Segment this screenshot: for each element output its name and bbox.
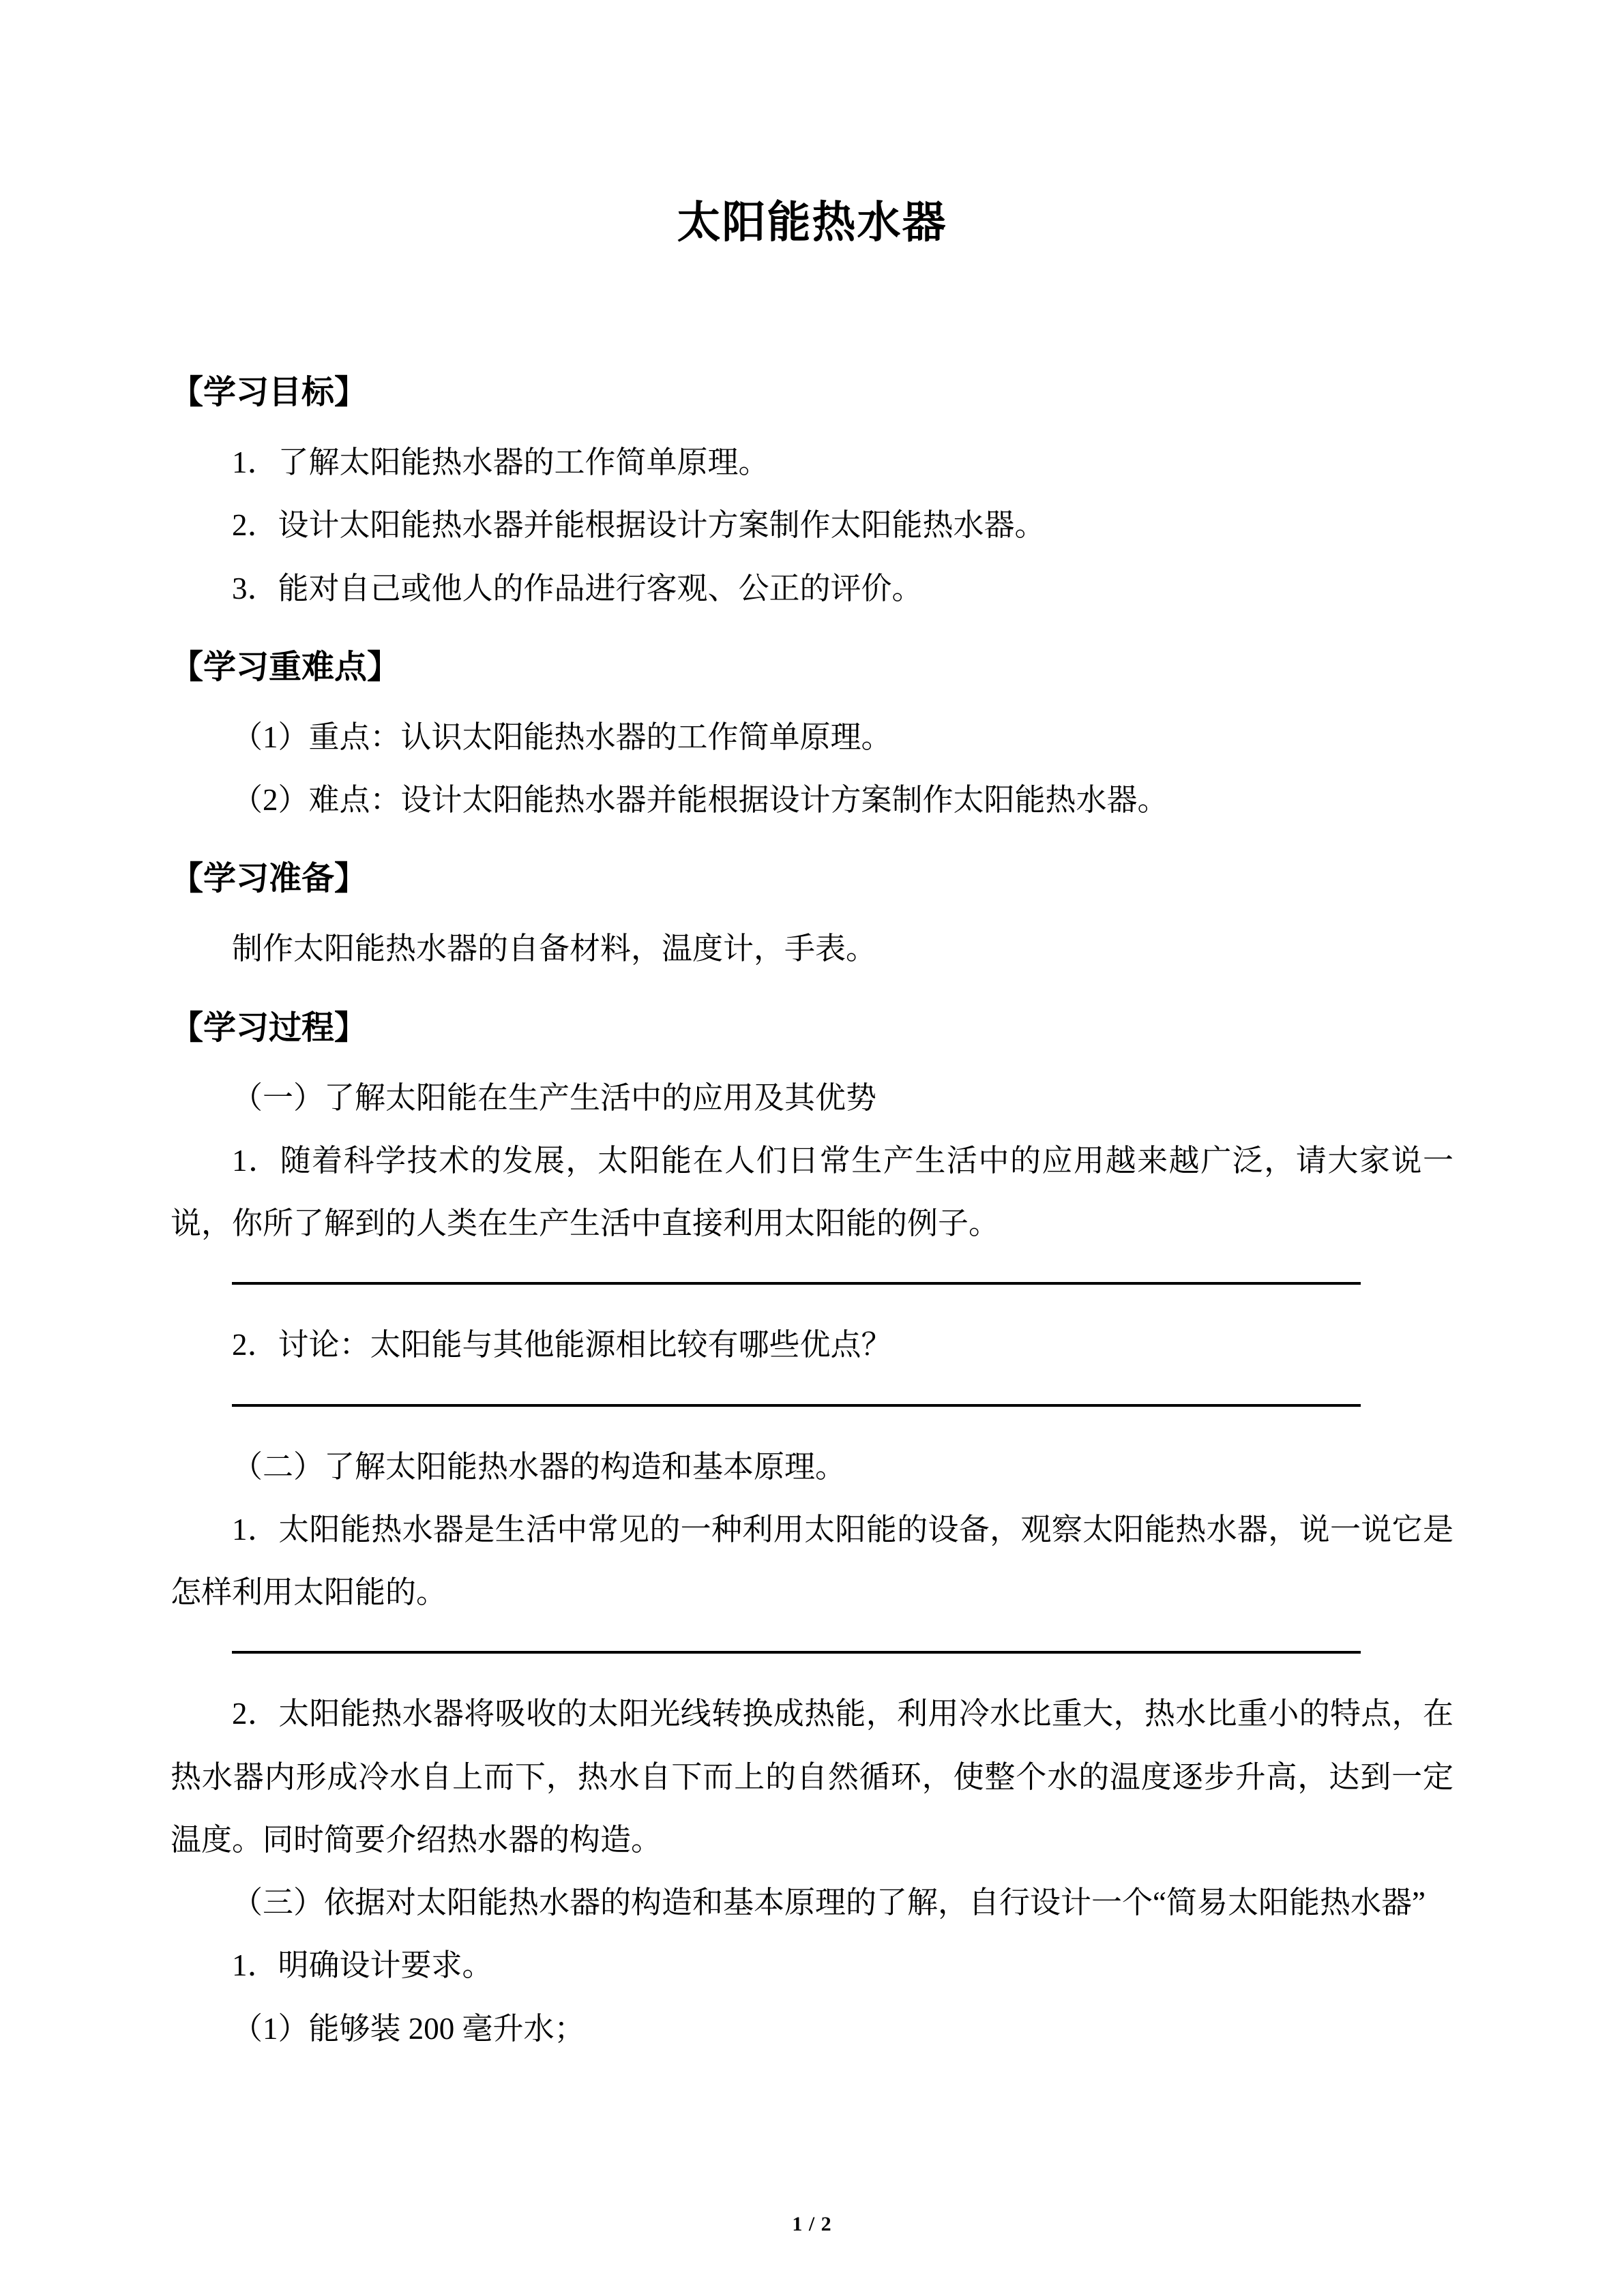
list-item-key-point-2: （2）难点：设计太阳能热水器并能根据设计方案制作太阳能热水器。 [232, 783, 1168, 818]
paragraph-requirement-capacity: （1）能够装 200 毫升水； [232, 2011, 585, 2046]
section-heading-preparation: 【学习准备】 [171, 861, 368, 897]
answer-blank-line-2 [232, 1404, 1361, 1407]
paragraph-process-part3-title: （三）依据对太阳能热水器的构造和基本原理的了解，自行设计一个“简易太阳能热水器” [232, 1885, 1426, 1920]
list-item-goal-2: 2．设计太阳能热水器并能根据设计方案制作太阳能热水器。 [232, 508, 1046, 543]
list-item-goal-3: 3．能对自己或他人的作品进行客观、公正的评价。 [232, 571, 923, 606]
list-item-key-point-1: （1）重点：认识太阳能热水器的工作简单原理。 [232, 719, 892, 754]
answer-blank-line-1 [232, 1282, 1361, 1285]
paragraph-process-part1-question1: 1．随着科学技术的发展，太阳能在人们日常生产生活中的应用越来越广泛，请大家说一说，你所了解到的人类在生产生活中直接利用太阳能的例子。 [171, 1143, 1453, 1241]
paragraph-process-part1-question2: 2．讨论：太阳能与其他能源相比较有哪些优点？ [232, 1328, 892, 1362]
paragraph-process-part2-title: （二）了解太阳能热水器的构造和基本原理。 [232, 1449, 846, 1484]
paragraph-process-part1-title: （一）了解太阳能在生产生活中的应用及其优势 [232, 1080, 877, 1115]
list-item-goal-1: 1．了解太阳能热水器的工作简单原理。 [232, 445, 769, 480]
section-heading-key-points: 【学习重难点】 [171, 648, 400, 685]
paragraph-process-part2-question1: 1．太阳能热水器是生活中常见的一种利用太阳能的设备，观察太阳能热水器，说一说它是怎样利用太阳能的。 [171, 1512, 1453, 1610]
paragraph-process-part2-explanation: 2．太阳能热水器将吸收的太阳光线转换成热能，利用冷水比重大，热水比重小的特点，在热水器内形成冷水自上而下，热水自下而上的自然循环，使整个水的温度逐步升高，达到一定温度。同时简要介绍热水器的构造。 [171, 1697, 1453, 1857]
section-heading-process: 【学习过程】 [171, 1009, 368, 1046]
answer-blank-line-3 [232, 1651, 1361, 1654]
paragraph-preparation: 制作太阳能热水器的自备材料，温度计，手表。 [232, 931, 877, 966]
page-number: 1 / 2 [792, 2213, 832, 2235]
paragraph-design-requirements: 1．明确设计要求。 [232, 1948, 493, 1983]
section-heading-learning-goals: 【学习目标】 [171, 374, 368, 411]
document-title: 太阳能热水器 [677, 198, 947, 247]
